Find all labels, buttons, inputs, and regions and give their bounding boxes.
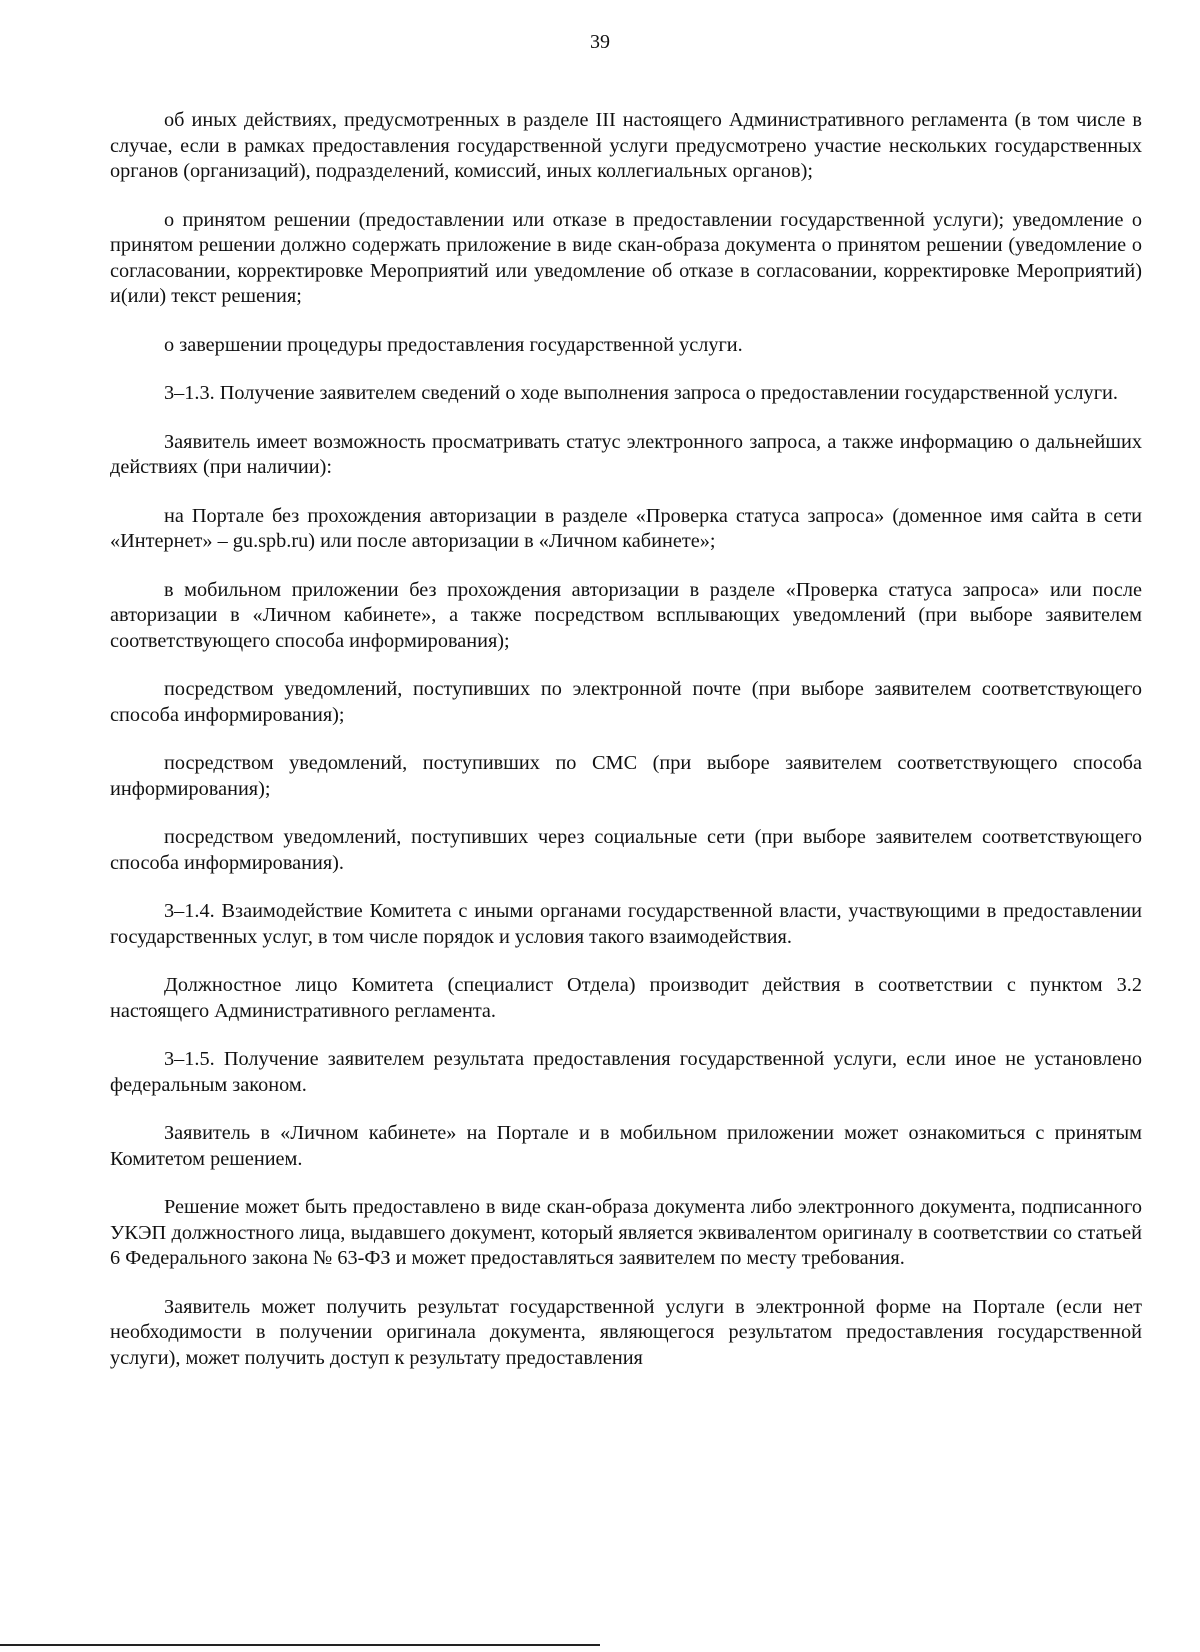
- paragraph-sms-notice: посредством уведомлений, поступивших по СМС (при выборе заявителем соответствующего способа информирования);: [110, 752, 1142, 800]
- paragraph-section-3-1-5: 3–1.5. Получение заявителем результата предоставления государственной услуги, если иное не установлено федеральным законом.: [110, 1048, 1142, 1096]
- paragraph-social-notice: посредством уведомлений, поступивших через социальные сети (при выборе заявителем соответствующего способа информирования).: [110, 826, 1142, 874]
- paragraph-status-view: Заявитель имеет возможность просматривать статус электронного запроса, а также информацию о дальнейших действиях (при наличии):: [110, 430, 1142, 478]
- paragraph-email-notice: посредством уведомлений, поступивших по электронной почте (при выборе заявителем соответствующего способа информирования);: [110, 678, 1142, 726]
- page-number: 39: [590, 31, 610, 53]
- paragraph-mobile-app-status: в мобильном приложении без прохождения авторизации в разделе «Проверка статуса запроса» или после авторизации в «Личном кабинете», а также посредством всплывающих уведомлений (при выборе заявителем соответствующего способа информирования);: [110, 578, 1142, 652]
- bottom-scan-edge: [0, 1644, 600, 1646]
- paragraph-electronic-result: Заявитель может получить результат государственной услуги в электронной форме на Портале (если нет необходимости в получении оригинала документа, являющегося результатом предоставления государственной услуги), может получить доступ к результату предоставления: [110, 1295, 1142, 1369]
- paragraph-official-actions: Должностное лицо Комитета (специалист Отдела) производит действия в соответствии с пунктом 3.2 настоящего Административного регламента.: [110, 974, 1142, 1022]
- paragraph-portal-status: на Портале без прохождения авторизации в разделе «Проверка статуса запроса» (доменное имя сайта в сети «Интернет» – gu.spb.ru) или после авторизации в «Личном кабинете»;: [110, 504, 1142, 552]
- paragraph-procedure-completion: о завершении процедуры предоставления государственной услуги.: [164, 333, 743, 356]
- paragraph-section-3-1-3: 3–1.3. Получение заявителем сведений о ходе выполнения запроса о предоставлении государственной услуги.: [164, 382, 1118, 404]
- paragraph-section-3-1-4: 3–1.4. Взаимодействие Комитета с иными органами государственной власти, участвующими в предоставлении государственных услуг, в том числе порядок и условия такого взаимодействия.: [110, 900, 1142, 948]
- paragraph-personal-cabinet: Заявитель в «Личном кабинете» на Портале и в мобильном приложении может ознакомиться с принятым Комитетом решением.: [110, 1122, 1142, 1170]
- paragraph-decision-format: Решение может быть предоставлено в виде скан-образа документа либо электронного документа, подписанного УКЭП должностного лица, выдавшего документ, который является эквивалентом оригиналу в соответствии со статьей 6 Федерального закона № 63-ФЗ и может предоставляться заявителем по месту требования.: [110, 1196, 1142, 1269]
- document-body: [110, 108, 1142, 1394]
- paragraph-decision-notice: о принятом решении (предоставлении или отказе в предоставлении государственной услуги); уведомление о принятом решении должно содержать приложение в виде скан-образа документа о принятом решении (уведомление о согласовании, корректировке Мероприятий или уведомление об отказе в согласовании, корректировке Мероприятий) и(или) текст решения;: [110, 208, 1142, 307]
- paragraph-other-actions: об иных действиях, предусмотренных в разделе III настоящего Административного регламента (в том числе в случае, если в рамках предоставления государственной услуги предусмотрено участие нескольких государственных органов (организаций), подразделений, комиссий, иных коллегиальных органов);: [110, 109, 1142, 182]
